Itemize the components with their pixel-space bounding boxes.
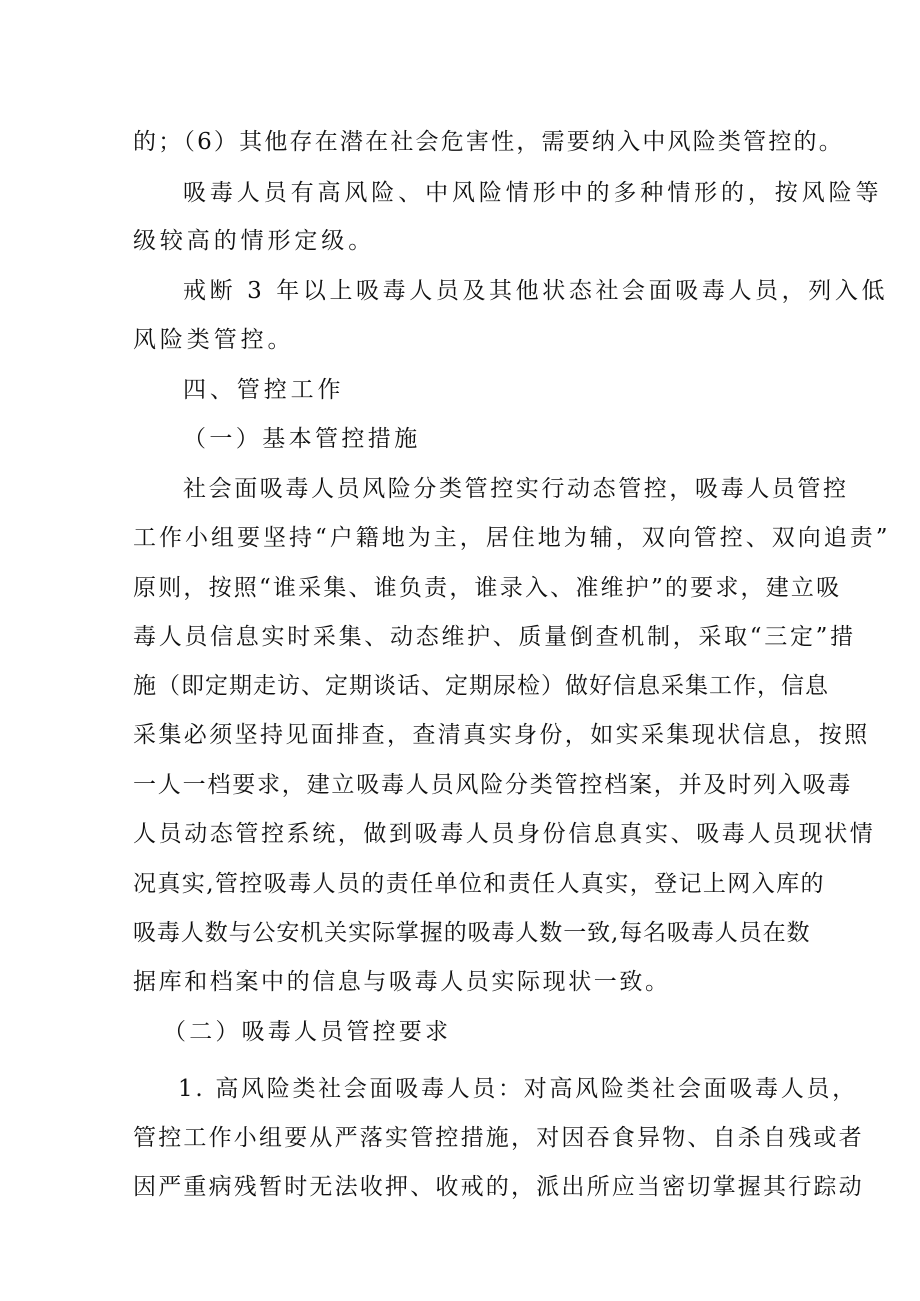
text-line: 的；（6）其他存在潜在社会危害性，需要纳入中风险类管控的。 <box>133 129 844 155</box>
text-line: 吸毒人数与公安机关实际掌握的吸毒人数一致,每名吸毒人员在数 <box>133 920 811 946</box>
text-line: 人员动态管控系统，做到吸毒人员身份信息真实、吸毒人员现状情 <box>133 821 876 847</box>
text-line <box>133 1222 920 1252</box>
text-line: 采集必须坚持见面排查，查清真实身份，如实采集现状信息，按照 <box>133 722 870 748</box>
text-line: 原则，按照“谁采集、谁负责，谁录入、准维护”的要求，建立吸 <box>133 575 842 601</box>
paragraph-start: 吸毒人员有高风险、中风险情形中的多种情形的，按风险等 <box>183 180 883 206</box>
text-line: 因严重病残暂时无法收押、收戒的，派出所应当密切掌握其行踪动 <box>133 1174 864 1200</box>
text-line: 施（即定期走访、定期谈话、定期尿检）做好信息采集工作，信息 <box>133 673 829 699</box>
text-line: 据库和档案中的信息与吸毒人员实际现状一致。 <box>133 969 671 995</box>
text-line: 一人一档要求，建立吸毒人员风险分类管控档案，并及时列入吸毒 <box>133 772 853 798</box>
paragraph-start: 1. 高风险类社会面吸毒人员：对高风险类社会面吸毒人员， <box>178 1076 858 1102</box>
paragraph-start: 戒断 3 年以上吸毒人员及其他状态社会面吸毒人员，列入低 <box>183 278 889 304</box>
text-line: 管控工作小组要从严落实管控措施，对因吞食异物、自杀自残或者 <box>133 1125 864 1151</box>
text-line: 工作小组要坚持“户籍地为主，居住地为辅，双向管控、双向追责” <box>133 525 891 551</box>
text-line: 级较高的情形定级。 <box>133 228 376 254</box>
section-heading: 四、管控工作 <box>183 377 345 403</box>
text-line: 况真实,管控吸毒人员的责任单位和责任人真实，登记上网入库的 <box>133 871 825 897</box>
subsection-heading: （二）吸毒人员管控要求 <box>163 1019 452 1045</box>
text-line: 毒人员信息实时采集、动态维护、质量倒查机制，采取“三定”措 <box>133 624 856 650</box>
text-line: 风险类管控。 <box>133 327 295 353</box>
paragraph-start: 社会面吸毒人员风险分类管控实行动态管控，吸毒人员管控 <box>183 476 849 502</box>
subsection-heading: （一）基本管控措施 <box>183 426 421 452</box>
